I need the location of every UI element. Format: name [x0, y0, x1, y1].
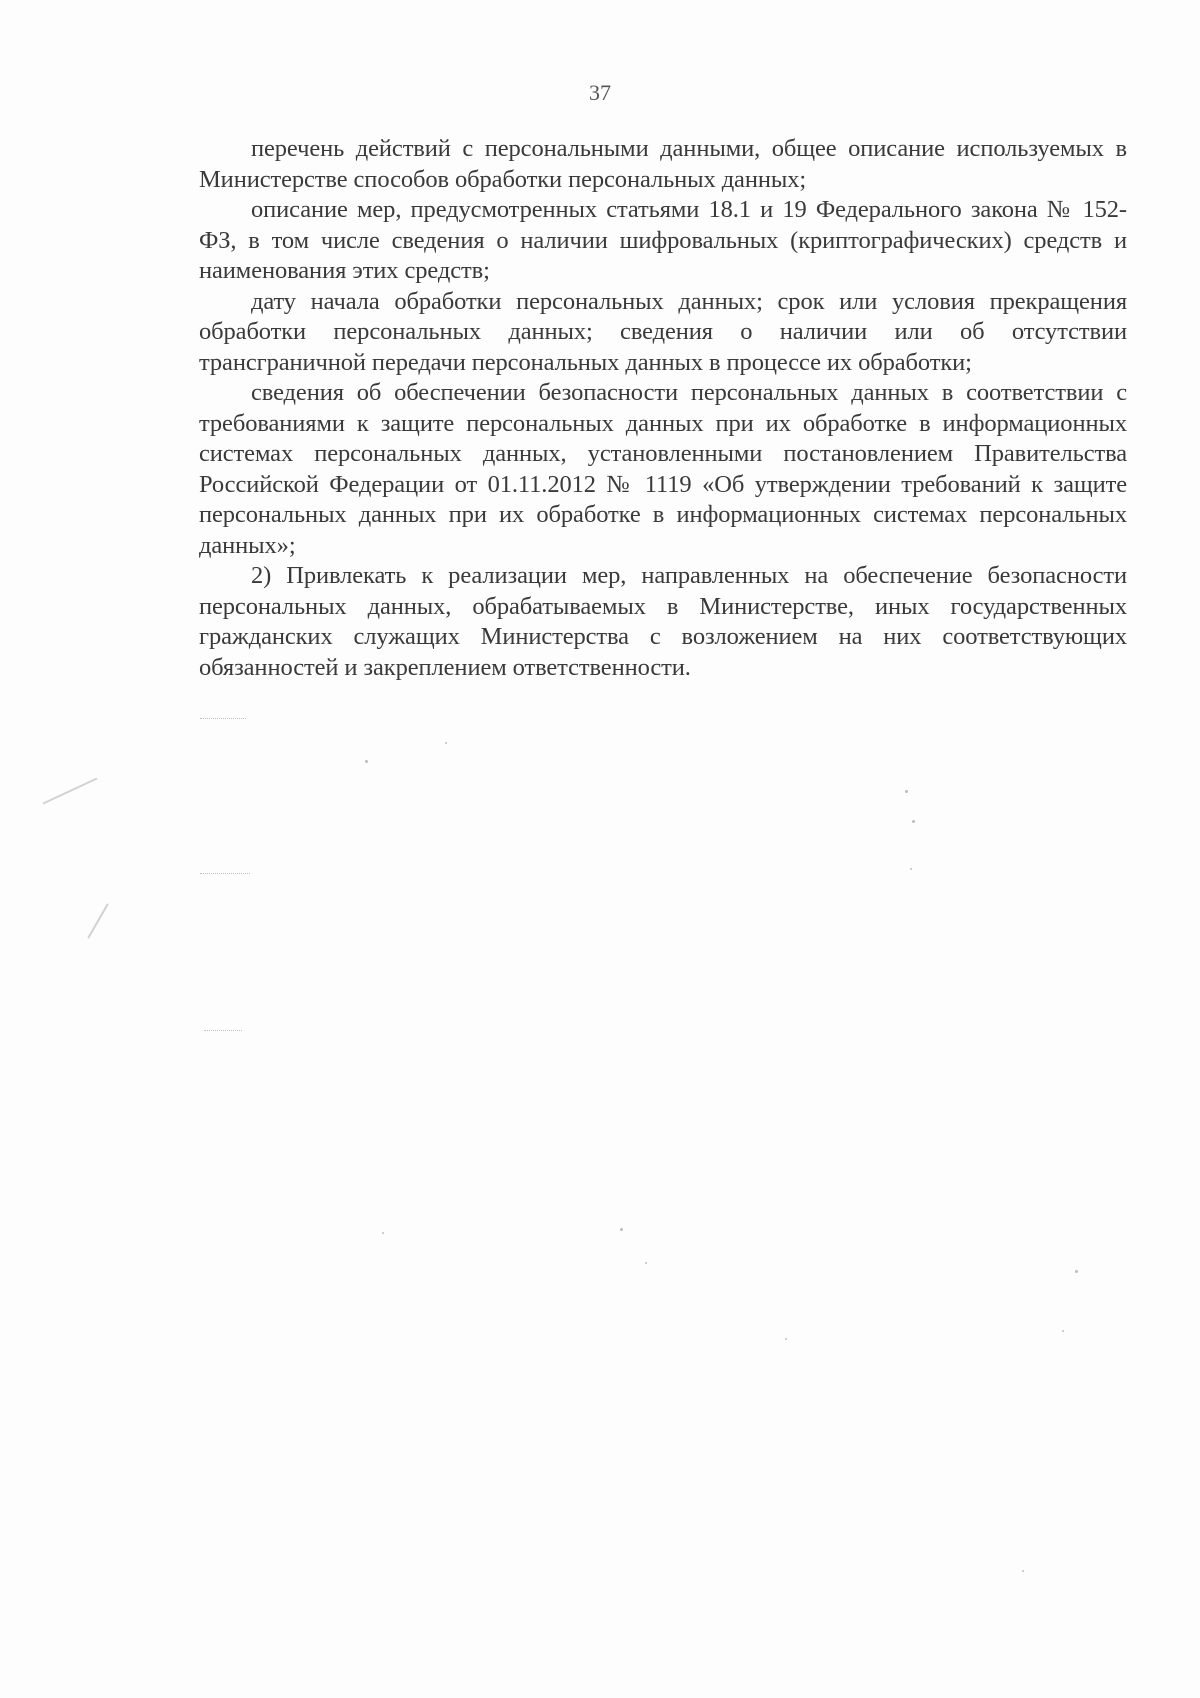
document-body [199, 134, 1127, 683]
scan-speck [200, 718, 246, 719]
paragraph-processing-dates: дату начала обработки персональных данных; срок или условия прекращения обработки персональных данных; сведения о наличии или об отсутствии трансграничной передачи персональных данных в процессе их обработки; [199, 287, 1127, 376]
scan-speck [912, 820, 915, 823]
scan-speck [1022, 1570, 1024, 1572]
scan-speck [645, 1262, 647, 1264]
scan-speck [620, 1228, 623, 1231]
scan-speck [382, 1232, 384, 1234]
scan-speck [87, 903, 109, 939]
paragraph-actions-list: перечень действий с персональными данными, общее описание используемых в Министерстве способов обработки персональных данных; [199, 135, 1127, 193]
page-number: 37 [589, 80, 611, 105]
paragraph-security-requirements: сведения об обеспечении безопасности персональных данных в соответствии с требованиями к защите персональных данных при их обработке в информационных системах персональных данных, установленными постановлением Правительства Российской Федерации от 01.11.2012 № 1119 «Об утверждении требований к защите персональных данных при их обработке в информационных системах персональных данных»; [199, 379, 1127, 559]
scan-speck [1062, 1330, 1064, 1332]
scan-speck [1075, 1270, 1078, 1273]
scan-speck [445, 742, 447, 744]
scan-speck [905, 790, 908, 793]
paragraph-item-2: 2) Привлекать к реализации мер, направленных на обеспечение безопасности персональных данных, обрабатываемых в Министерстве, иных государственных гражданских служащих Министерства с возложением на них соответствующих обязанностей и закреплением ответственности. [199, 562, 1127, 681]
scan-speck [200, 873, 250, 874]
scan-speck [42, 777, 97, 804]
paragraph-security-measures: описание мер, предусмотренных статьями 18.1 и 19 Федерального закона № 152-ФЗ, в том числе сведения о наличии шифровальных (криптографических) средств и наименования этих средств; [199, 196, 1127, 284]
scan-speck [204, 1030, 242, 1031]
scan-speck [365, 760, 368, 763]
scan-speck [910, 868, 912, 870]
scan-speck [785, 1338, 787, 1340]
